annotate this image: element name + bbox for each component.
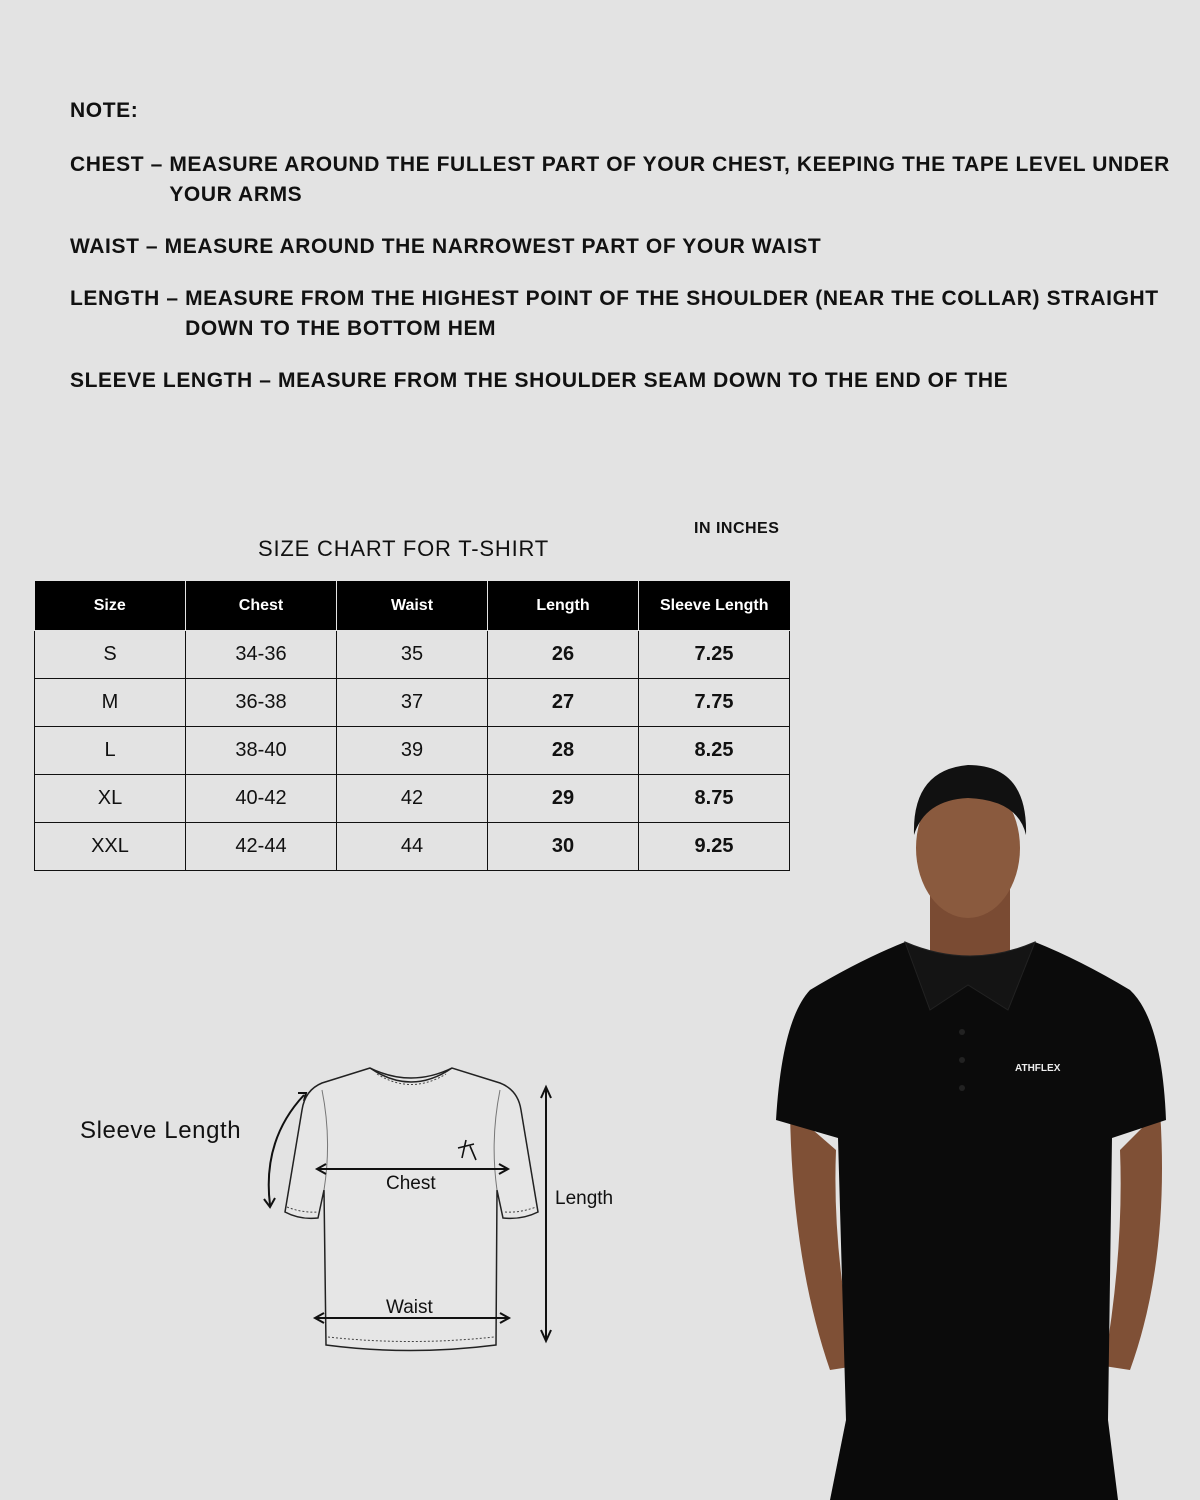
cell-length: 30: [488, 823, 639, 871]
cell-chest: 40-42: [186, 775, 337, 823]
cell-sleeve-length: 7.25: [639, 631, 790, 679]
cell-size: M: [35, 679, 186, 727]
model-brand-logo: ATHFLEX: [1015, 1063, 1061, 1074]
cell-sleeve-length: 8.25: [639, 727, 790, 775]
cell-sleeve-length: 9.25: [639, 823, 790, 871]
model-button: [959, 1057, 965, 1063]
model-button: [959, 1029, 965, 1035]
table-row: [35, 727, 790, 775]
cell-sleeve-length: 8.75: [639, 775, 790, 823]
header-length: Length: [488, 581, 639, 631]
note-key: LENGTH –: [70, 287, 186, 310]
cell-sleeve-length: 7.75: [639, 679, 790, 727]
size-chart-table: [34, 581, 790, 871]
table-row: [35, 775, 790, 823]
note-key: CHEST –: [70, 153, 170, 176]
note-key: SLEEVE LENGTH –: [70, 369, 278, 392]
cell-length: 27: [488, 679, 639, 727]
waist-label: Waist: [386, 1297, 433, 1318]
model-button: [959, 1085, 965, 1091]
cell-size: S: [35, 631, 186, 679]
unit-label: IN INCHES: [694, 520, 780, 537]
note-sleeve-length: [70, 366, 1170, 396]
table-header-row: [35, 581, 790, 631]
model-photo: [760, 760, 1200, 1500]
cell-chest: 36-38: [186, 679, 337, 727]
sleeve-length-label: Sleeve Length: [80, 1117, 242, 1144]
notes-section: [70, 96, 1170, 418]
cell-size: XL: [35, 775, 186, 823]
cell-chest: 42-44: [186, 823, 337, 871]
cell-chest: 34-36: [186, 631, 337, 679]
model-shorts: [830, 1420, 1118, 1500]
note-text: MEASURE AROUND THE NARROWEST PART OF YOUR WAIST: [164, 235, 822, 258]
note-chest: [70, 150, 1170, 210]
table-row: [35, 823, 790, 871]
table-row: [35, 631, 790, 679]
note-length: [70, 284, 1170, 344]
cell-waist: 35: [337, 631, 488, 679]
cell-waist: 44: [337, 823, 488, 871]
chest-label: Chest: [386, 1173, 436, 1194]
header-sleeve-length: Sleeve Length: [639, 581, 790, 631]
cell-length: 26: [488, 631, 639, 679]
cell-size: XXL: [35, 823, 186, 871]
cell-chest: 38-40: [186, 727, 337, 775]
tshirt-measurement-diagram: [0, 1050, 700, 1380]
note-text: MEASURE FROM THE HIGHEST POINT OF THE SHOULDER (NEAR THE COLLAR) STRAIGHT DOWN TO THE BOTTOM HEM: [185, 287, 1159, 340]
table-row: [35, 679, 790, 727]
cell-waist: 37: [337, 679, 488, 727]
header-chest: Chest: [186, 581, 337, 631]
notes-title: NOTE:: [70, 99, 139, 122]
note-text: MEASURE FROM THE SHOULDER SEAM DOWN TO THE END OF THE: [277, 369, 1009, 392]
length-label: Length: [555, 1188, 614, 1209]
header-size: Size: [35, 581, 186, 631]
cell-waist: 39: [337, 727, 488, 775]
cell-length: 29: [488, 775, 639, 823]
note-text: MEASURE AROUND THE FULLEST PART OF YOUR CHEST, KEEPING THE TAPE LEVEL UNDER YOUR ARMS: [169, 153, 1170, 206]
model-arm-right: [1104, 1110, 1162, 1370]
cell-length: 28: [488, 727, 639, 775]
cell-size: L: [35, 727, 186, 775]
note-waist: [70, 232, 1170, 262]
note-key: WAIST –: [70, 235, 165, 258]
header-waist: Waist: [337, 581, 488, 631]
cell-waist: 42: [337, 775, 488, 823]
size-chart-title: SIZE CHART FOR T-SHIRT: [258, 536, 550, 561]
